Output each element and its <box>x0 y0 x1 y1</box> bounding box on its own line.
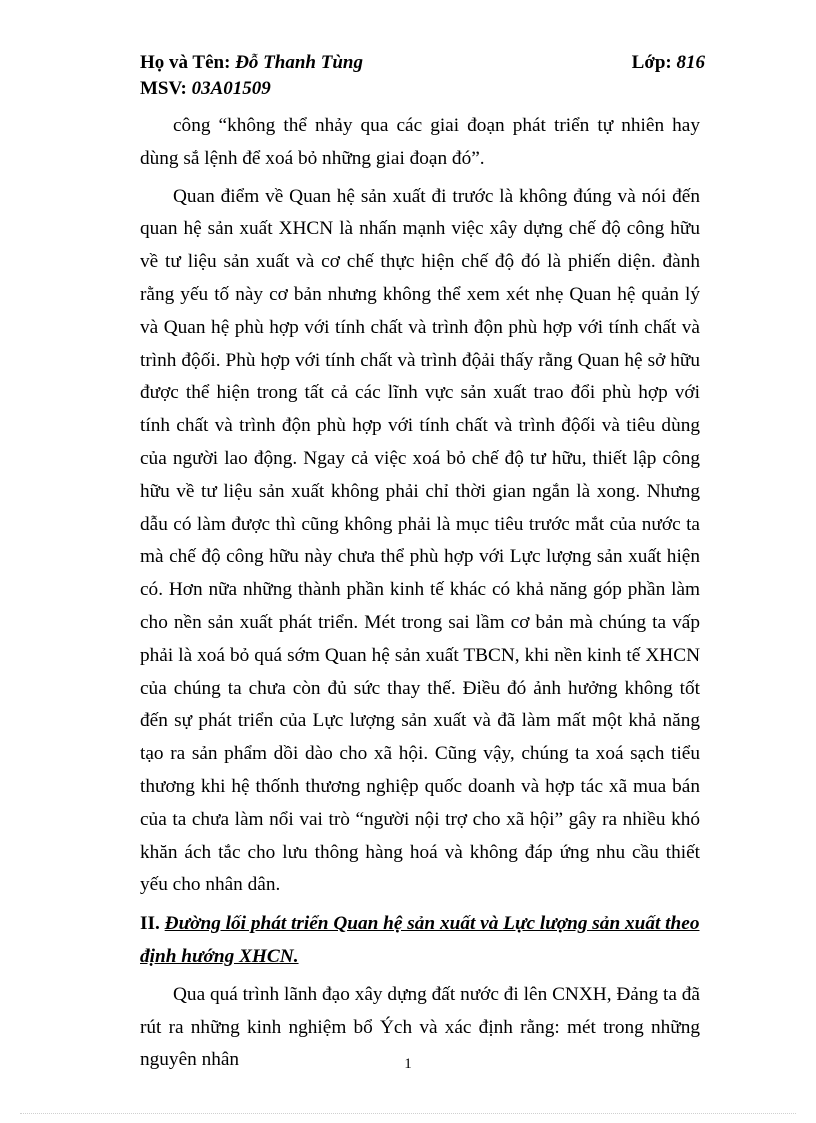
header-row-msv <box>140 76 705 102</box>
class-label: Lớp: <box>631 52 672 73</box>
class-value: 816 <box>676 52 705 73</box>
name-label: Họ và Tên: <box>140 52 231 73</box>
msv-label: MSV: <box>140 78 187 99</box>
header-row-name <box>140 50 705 76</box>
section-heading <box>140 908 700 974</box>
page-number: 1 <box>404 1056 412 1072</box>
msv-value: 03A01509 <box>191 78 271 99</box>
paragraph-1: công “không thể nhảy qua các giai đoạn phát triển tự nhiên hay dùng sắ lệnh để xoá bỏ những giai đoạn đó”. <box>140 115 700 169</box>
page-bottom-divider <box>20 1113 796 1114</box>
name-value: Đỗ Thanh Tùng <box>235 52 363 73</box>
paragraph-2: Quan điểm về Quan hệ sản xuất đi trước là không đúng và nói đến quan hệ sản xuất XHCN là nhấn mạnh việc xây dựng chế độ công hữu về tư liệu sản xuất và cơ chế thực hiện chế độ đó là phiến diện. đành rằng yếu tố này cơ bản nhưng không thể xem xét nhẹ Quan hệ quản lý và Quan hệ phù hợp với tính chất và trình độn phù hợp với tính chất và trình độối. Phù hợp với tính chất và trình độải thấy rằng Quan hệ sở hữu được thể hiện trong tất cả các lĩnh vực sản xuất trao đổi phù hợp với tính chất và trình độn phù hợp với tính chất và trình độối và tiêu dùng của người lao động. Ngay cả việc xoá bỏ chế độ tư hữu, thiết lập công hữu về tư liệu sản xuất không phải chỉ thời gian ngắn là xong. Nhưng dẫu có làm được thì cũng không phải là mục tiêu trước mắt của nước ta mà chế độ công hữu này chưa thể phù hợp với Lực lượng sản xuất hiện có. Hơn nữa những thành phần kinh tế khác có khả năng góp phần làm cho nền sản xuất phát triển. Mét trong sai lầm cơ bản mà chúng ta vấp phải là xoá bỏ quá sớm Quan hệ sản xuất TBCN, khi nền kinh tế XHCN của chúng ta chưa còn đủ sức thay thế. Điều đó ảnh hưởng không tốt đến sự phát triển của Lực lượng sản xuất và đã làm mất một khả năng tạo ra sản phẩm dồi dào cho xã hội. Cũng vậy, chúng ta xoá sạch tiểu thương khi hệ thốnh thương nghiệp quốc doanh và hợp tác xã mua bán của ta chưa làm nổi vai trò “người nội trợ cho xã hội” gây ra nhiều khó khăn ách tắc cho lưu thông hàng hoá và không đáp ứng nhu cầu thiết yếu cho nhân dân. <box>140 185 700 896</box>
document-body <box>140 110 700 1077</box>
section-title: Đường lối phát triển Quan hệ sản xuất và Lực lượng sản xuất theo định hướng XHCN. <box>140 913 700 967</box>
section-number: II. <box>140 913 160 935</box>
paragraph-3: Qua quá trình lãnh đạo xây dựng đất nước đi lên CNXH, Đảng ta đã rút ra những kinh nghiệm bổ Ých và xác định rằng: mét trong những nguyên nhân <box>140 983 700 1071</box>
document-header <box>140 50 705 102</box>
class-info <box>632 50 705 76</box>
